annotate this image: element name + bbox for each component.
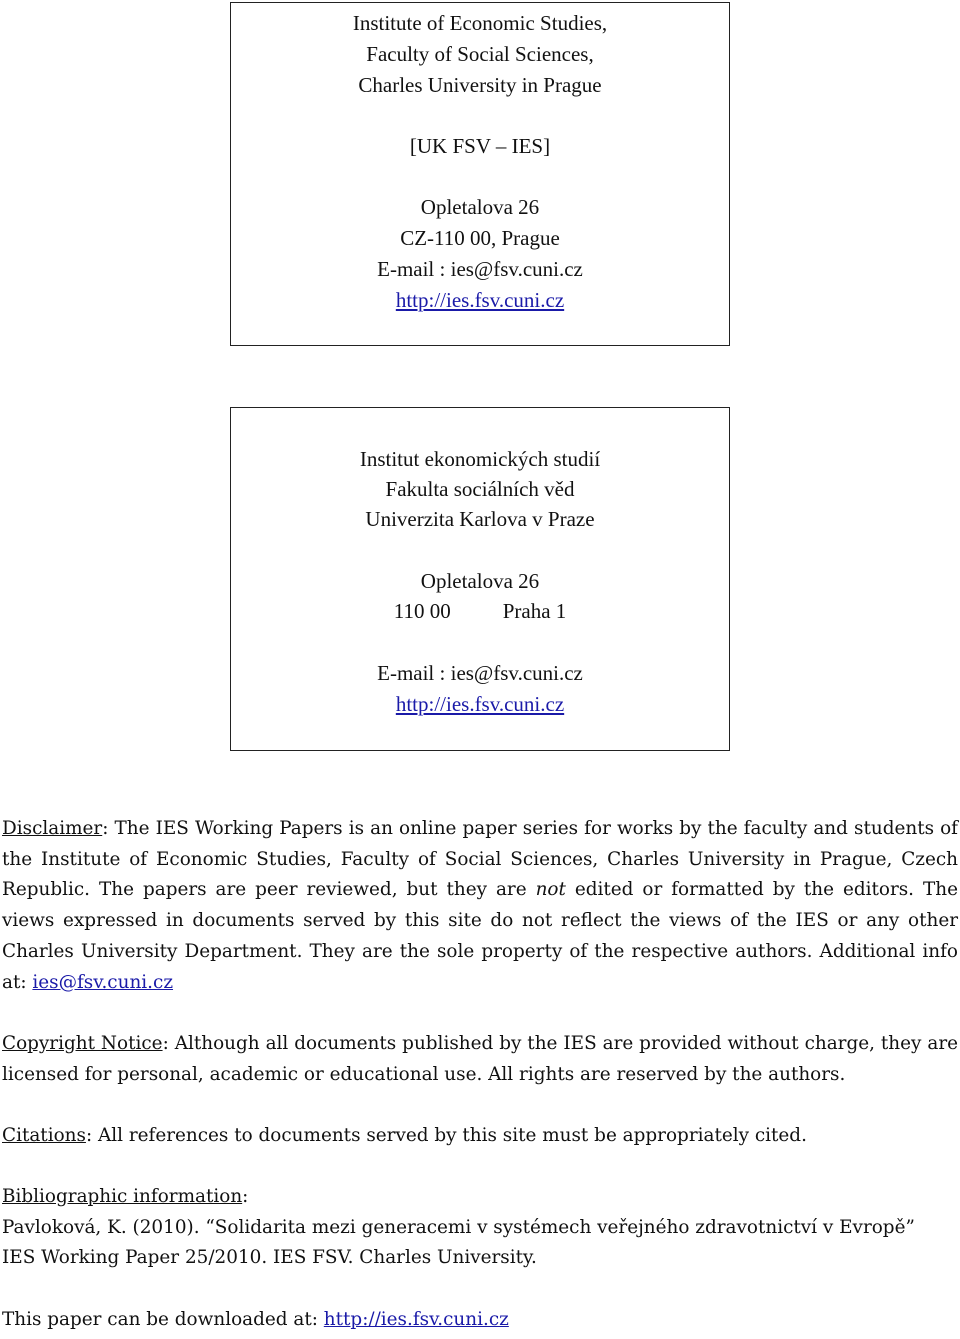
institute-name: Institute of Economic Studies, bbox=[352, 11, 608, 35]
university-name: Charles University in Prague bbox=[358, 73, 602, 97]
faculty-name-cz: Fakulta sociálních věd bbox=[385, 477, 575, 501]
citations-paragraph bbox=[2, 1121, 958, 1152]
disclaimer-paragraph bbox=[2, 814, 958, 998]
download-paragraph bbox=[2, 1305, 958, 1336]
bibliographic-citation: Pavloková, K. (2010). “Solidarita mezi generacemi v systémech veřejného zdravotnictví v Evropě” bbox=[2, 1216, 915, 1238]
copyright-text: : Although all documents published by the IES are provided without charge, they are licensed for personal, academic or educational use. All rights are reserved by the authors. bbox=[2, 1033, 959, 1085]
disclaimer-text-cont: edited or formatted by the editors. The views expressed in documents served by this site do not reflect the views of the IES or any other Charles University Department. They are the sole property of the respective authors. Additional info at: bbox=[2, 879, 958, 993]
city: Praha 1 bbox=[502, 599, 567, 623]
download-text: This paper can be downloaded at: bbox=[2, 1309, 324, 1330]
postcode: 110 00 bbox=[393, 599, 451, 623]
download-link[interactable]: http://ies.fsv.cuni.cz bbox=[323, 1309, 509, 1330]
disclaimer-text: : The IES Working Papers is an online paper series for works by the faculty and students of the Institute of Economic Studies, Faculty of Social Sciences, Charles University in Prague, Czech Republic. The papers are peer reviewed, but they are bbox=[2, 818, 958, 901]
disclaimer-emphasis: not bbox=[535, 879, 566, 901]
bibliographic-series: IES Working Paper 25/2010. IES FSV. Charles University. bbox=[2, 1247, 537, 1269]
copyright-label: Copyright Notice bbox=[2, 1033, 163, 1054]
citations-label: Citations bbox=[2, 1125, 86, 1146]
website-link[interactable]: http://ies.fsv.cuni.cz bbox=[395, 288, 565, 312]
faculty-name: Faculty of Social Sciences, bbox=[366, 42, 594, 66]
bibliographic-label: Bibliographic information bbox=[2, 1186, 243, 1207]
email-line-cz: E-mail : ies@fsv.cuni.cz bbox=[377, 661, 583, 685]
disclaimer-label: Disclaimer bbox=[2, 818, 103, 839]
website-link-cz[interactable]: http://ies.fsv.cuni.cz bbox=[395, 692, 565, 716]
disclaimer-email-link[interactable]: ies@fsv.cuni.cz bbox=[32, 971, 174, 993]
ies-address-box-czech bbox=[230, 407, 730, 751]
email-line: E-mail : ies@fsv.cuni.cz bbox=[377, 257, 583, 281]
postal-city: CZ-110 00, Prague bbox=[400, 226, 560, 250]
street-address-cz: Opletalova 26 bbox=[420, 569, 540, 593]
copyright-paragraph bbox=[2, 1029, 958, 1090]
citations-text: : All references to documents served by this site must be appropriately cited. bbox=[85, 1125, 807, 1146]
university-name-cz: Univerzita Karlova v Praze bbox=[365, 507, 595, 531]
bibliographic-colon: : bbox=[242, 1186, 249, 1207]
institute-name-cz: Institut ekonomických studií bbox=[359, 447, 601, 471]
ies-address-box-english bbox=[230, 2, 730, 346]
institute-abbreviation: [UK FSV – IES] bbox=[409, 134, 551, 158]
bibliographic-section bbox=[2, 1182, 958, 1274]
street-address: Opletalova 26 bbox=[420, 195, 540, 219]
postal-city-cz bbox=[231, 596, 729, 626]
